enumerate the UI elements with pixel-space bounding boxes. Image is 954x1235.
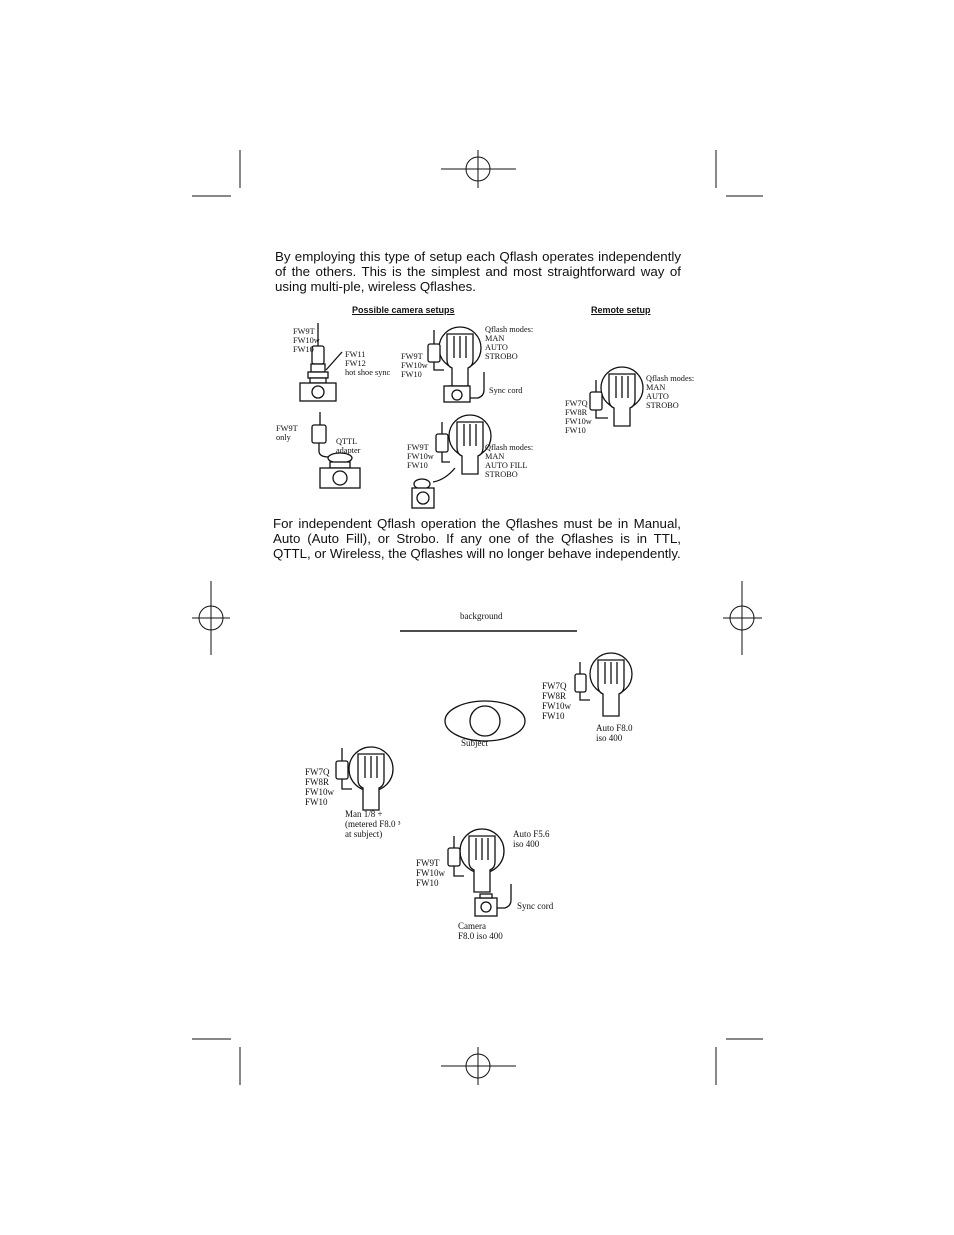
subject-label: Subject xyxy=(461,738,488,748)
setup-b-modes: Qflash modes: MAN AUTO STROBO xyxy=(485,325,534,361)
figure-camera-setups xyxy=(260,318,700,513)
setup-a-models: FW9T FW10w FW10 xyxy=(293,327,320,354)
right-flash-setting: Auto F8.0 iso 400 xyxy=(596,723,633,743)
camera-setups-heading: Possible camera setups xyxy=(352,305,455,315)
camera-label: Camera F8.0 iso 400 xyxy=(458,921,503,941)
remote-modes: Qflash modes: MAN AUTO STROBO xyxy=(646,374,695,410)
background-label: background xyxy=(460,611,503,621)
remote-setup-heading: Remote setup xyxy=(591,305,651,315)
setup-b-models: FW9T FW10w FW10 xyxy=(401,352,428,379)
setup-a-hotshoe: FW11 FW12 hot shoe sync xyxy=(345,350,391,377)
setup-c-adapter: QTTL adapter xyxy=(336,437,361,455)
body-paragraph: For independent Qflash operation the Qflashes must be in Manual, Auto (Auto Fill), or Strobo. If any one of the Qflashes is in TTL, QTTL, or Wireless, the Qflashes will no longer behave independently. xyxy=(273,516,681,561)
right-flash-models: FW7Q FW8R FW10w FW10 xyxy=(542,681,571,721)
setup-d-models: FW9T FW10w FW10 xyxy=(407,443,434,470)
left-flash-setting: Man 1/8 + (metered F8.0 ³ at subject) xyxy=(345,809,401,839)
left-flash-models: FW7Q FW8R FW10w FW10 xyxy=(305,767,334,807)
setup-c-models: FW9T only xyxy=(276,424,298,442)
intro-paragraph: By employing this type of setup each Qflash operates independently of the others. This is the simplest and most straightforward way of using multi-ple, wireless Qflashes. xyxy=(275,249,681,294)
setup-b-sync: Sync cord xyxy=(489,386,523,395)
figure-lighting-setup xyxy=(300,626,660,926)
remote-drawing xyxy=(590,367,643,426)
bottom-flash-setting: Auto F5.6 iso 400 xyxy=(513,829,550,849)
sync-cord-label: Sync cord xyxy=(517,901,554,911)
setup-d-modes: Qflash modes: MAN AUTO FILL STROBO xyxy=(485,443,534,479)
remote-models: FW7Q FW8R FW10w FW10 xyxy=(565,399,592,435)
setup-b-drawing xyxy=(428,327,484,402)
bottom-flash-models: FW9T FW10w FW10 xyxy=(416,858,445,888)
